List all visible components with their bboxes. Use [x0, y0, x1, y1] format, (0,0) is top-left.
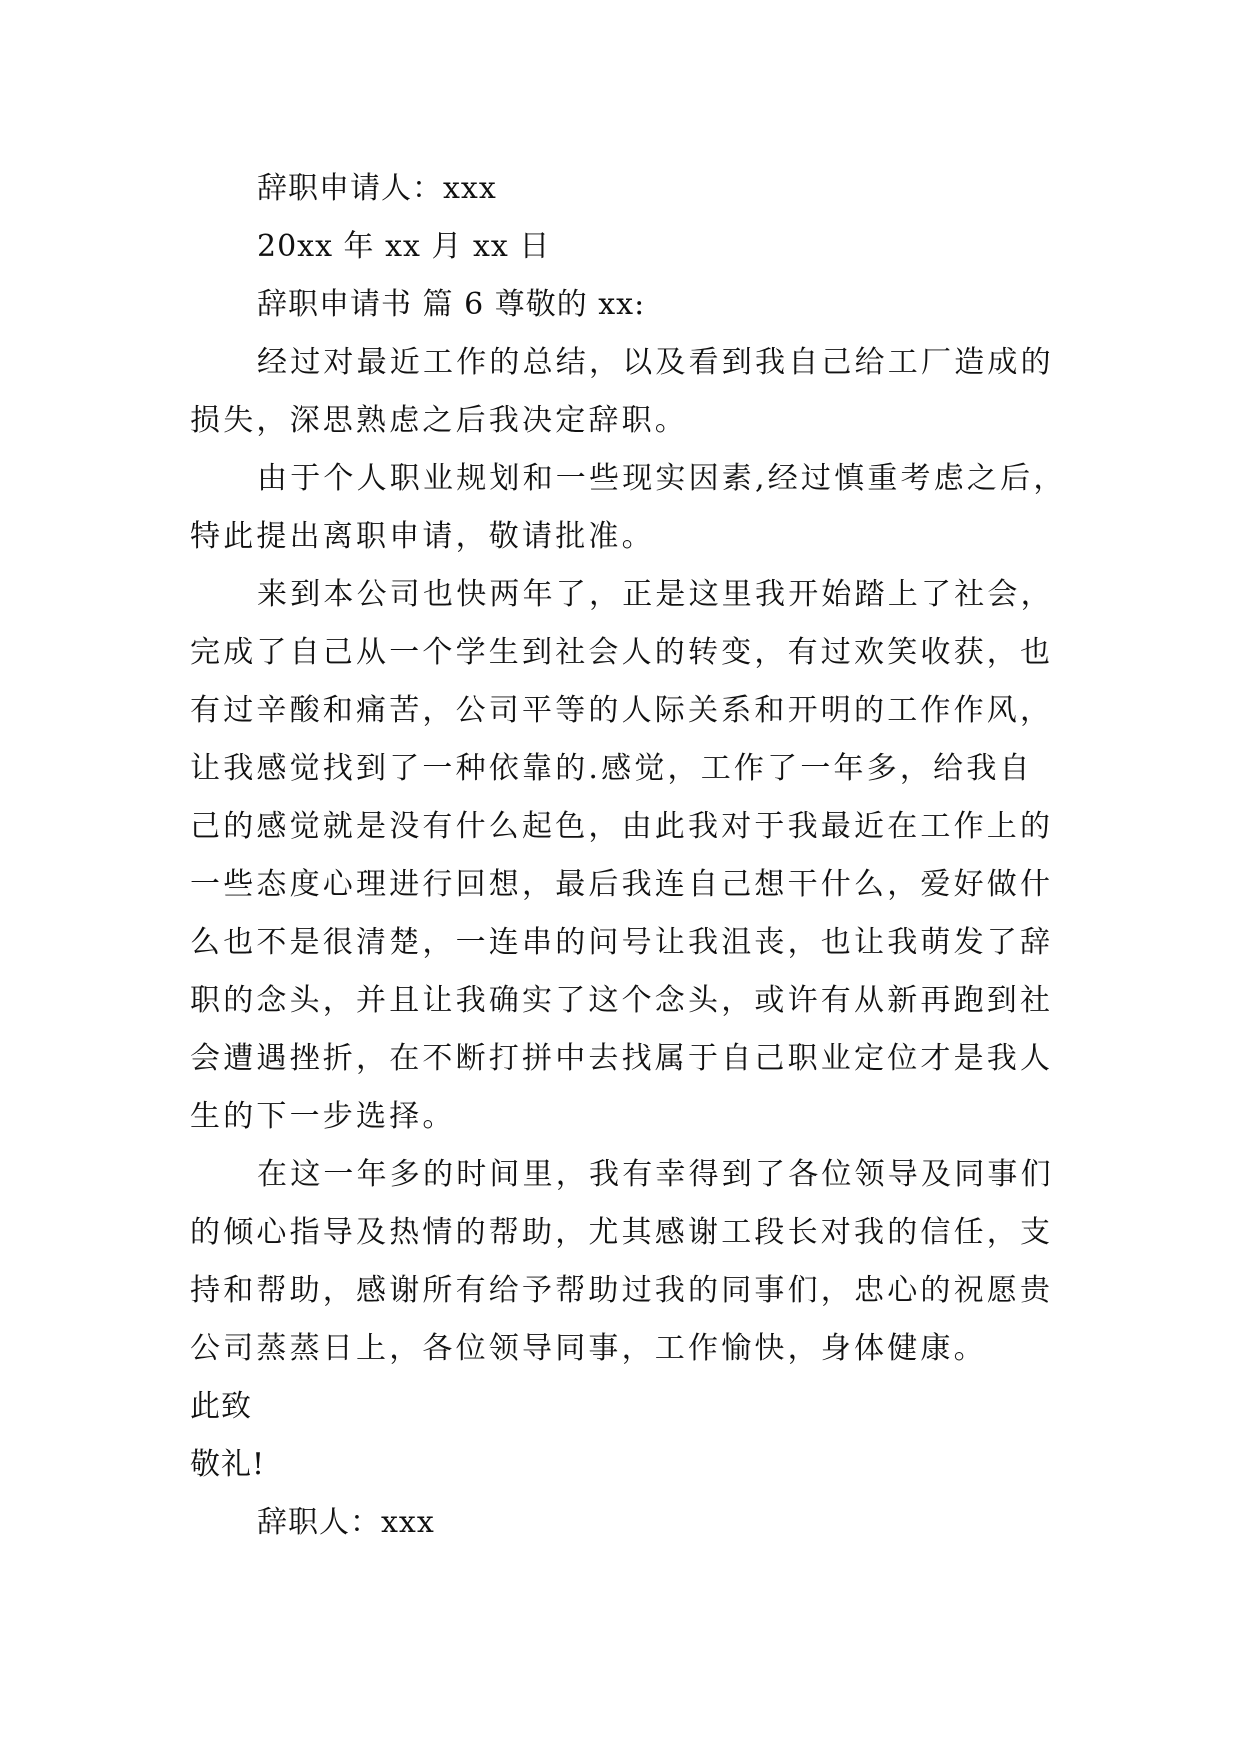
paragraph-line: 由于个人职业规划和一些现实因素,经过慎重考虑之后， [257, 461, 1067, 496]
paragraph-line: 持和帮助，感谢所有给予帮助过我的同事们，忠心的祝愿贵 [190, 1273, 1054, 1308]
paragraph-line: 在这一年多的时间里，我有幸得到了各位领导及同事们 [257, 1157, 1054, 1192]
letter-body [190, 160, 1070, 1552]
paragraph-line: 生的下一步选择。 [190, 1099, 456, 1134]
paragraph-line: 完成了自己从一个学生到社会人的转变，有过欢笑收获，也 [190, 635, 1054, 670]
paragraph-line: 职的念头，并且让我确实了这个念头，或许有从新再跑到社 [190, 983, 1054, 1018]
paragraph-line: 经过对最近工作的总结，以及看到我自己给工厂造成的 [257, 345, 1054, 380]
paragraph-line: 来到本公司也快两年了，正是这里我开始踏上了社会， [257, 577, 1054, 612]
paragraph-line: 损失，深思熟虑之后我决定辞职。 [190, 403, 688, 438]
paragraph-line: 己的感觉就是没有什么起色，由此我对于我最近在工作上的 [190, 809, 1054, 844]
paragraph-line: 会遭遇挫折，在不断打拼中去找属于自己职业定位才是我人 [190, 1041, 1054, 1076]
paragraph-line: 让我感觉找到了一种依靠的.感觉，工作了一年多，给我自 [190, 751, 1033, 786]
signature: 辞职人：xxx [257, 1505, 435, 1540]
paragraph-2 [190, 450, 1070, 566]
paragraph-line: 一些态度心理进行回想，最后我连自己想干什么，爱好做什 [190, 867, 1054, 902]
closing-salutation: 此致 [190, 1389, 252, 1424]
closing-regards: 敬礼! [190, 1447, 266, 1482]
header-date: 20xx 年 xx 月 xx 日 [257, 229, 551, 264]
paragraph-line: 有过辛酸和痛苦，公司平等的人际关系和开明的工作作风， [190, 693, 1054, 728]
section-heading: 辞职申请书 篇 6 尊敬的 xx: [257, 287, 646, 322]
header-signer: 辞职申请人：xxx [257, 171, 497, 206]
paragraph-line: 的倾心指导及热情的帮助，尤其感谢工段长对我的信任，支 [190, 1215, 1054, 1250]
paragraph-line: 公司蒸蒸日上，各位领导同事，工作愉快，身体健康。 [190, 1331, 987, 1366]
paragraph-1 [190, 334, 1070, 450]
paragraph-line: 么也不是很清楚，一连串的问号让我沮丧，也让我萌发了辞 [190, 925, 1054, 960]
paragraph-4 [190, 1146, 1070, 1378]
paragraph-line: 特此提出离职申请，敬请批准。 [190, 519, 655, 554]
paragraph-3 [190, 566, 1070, 1146]
